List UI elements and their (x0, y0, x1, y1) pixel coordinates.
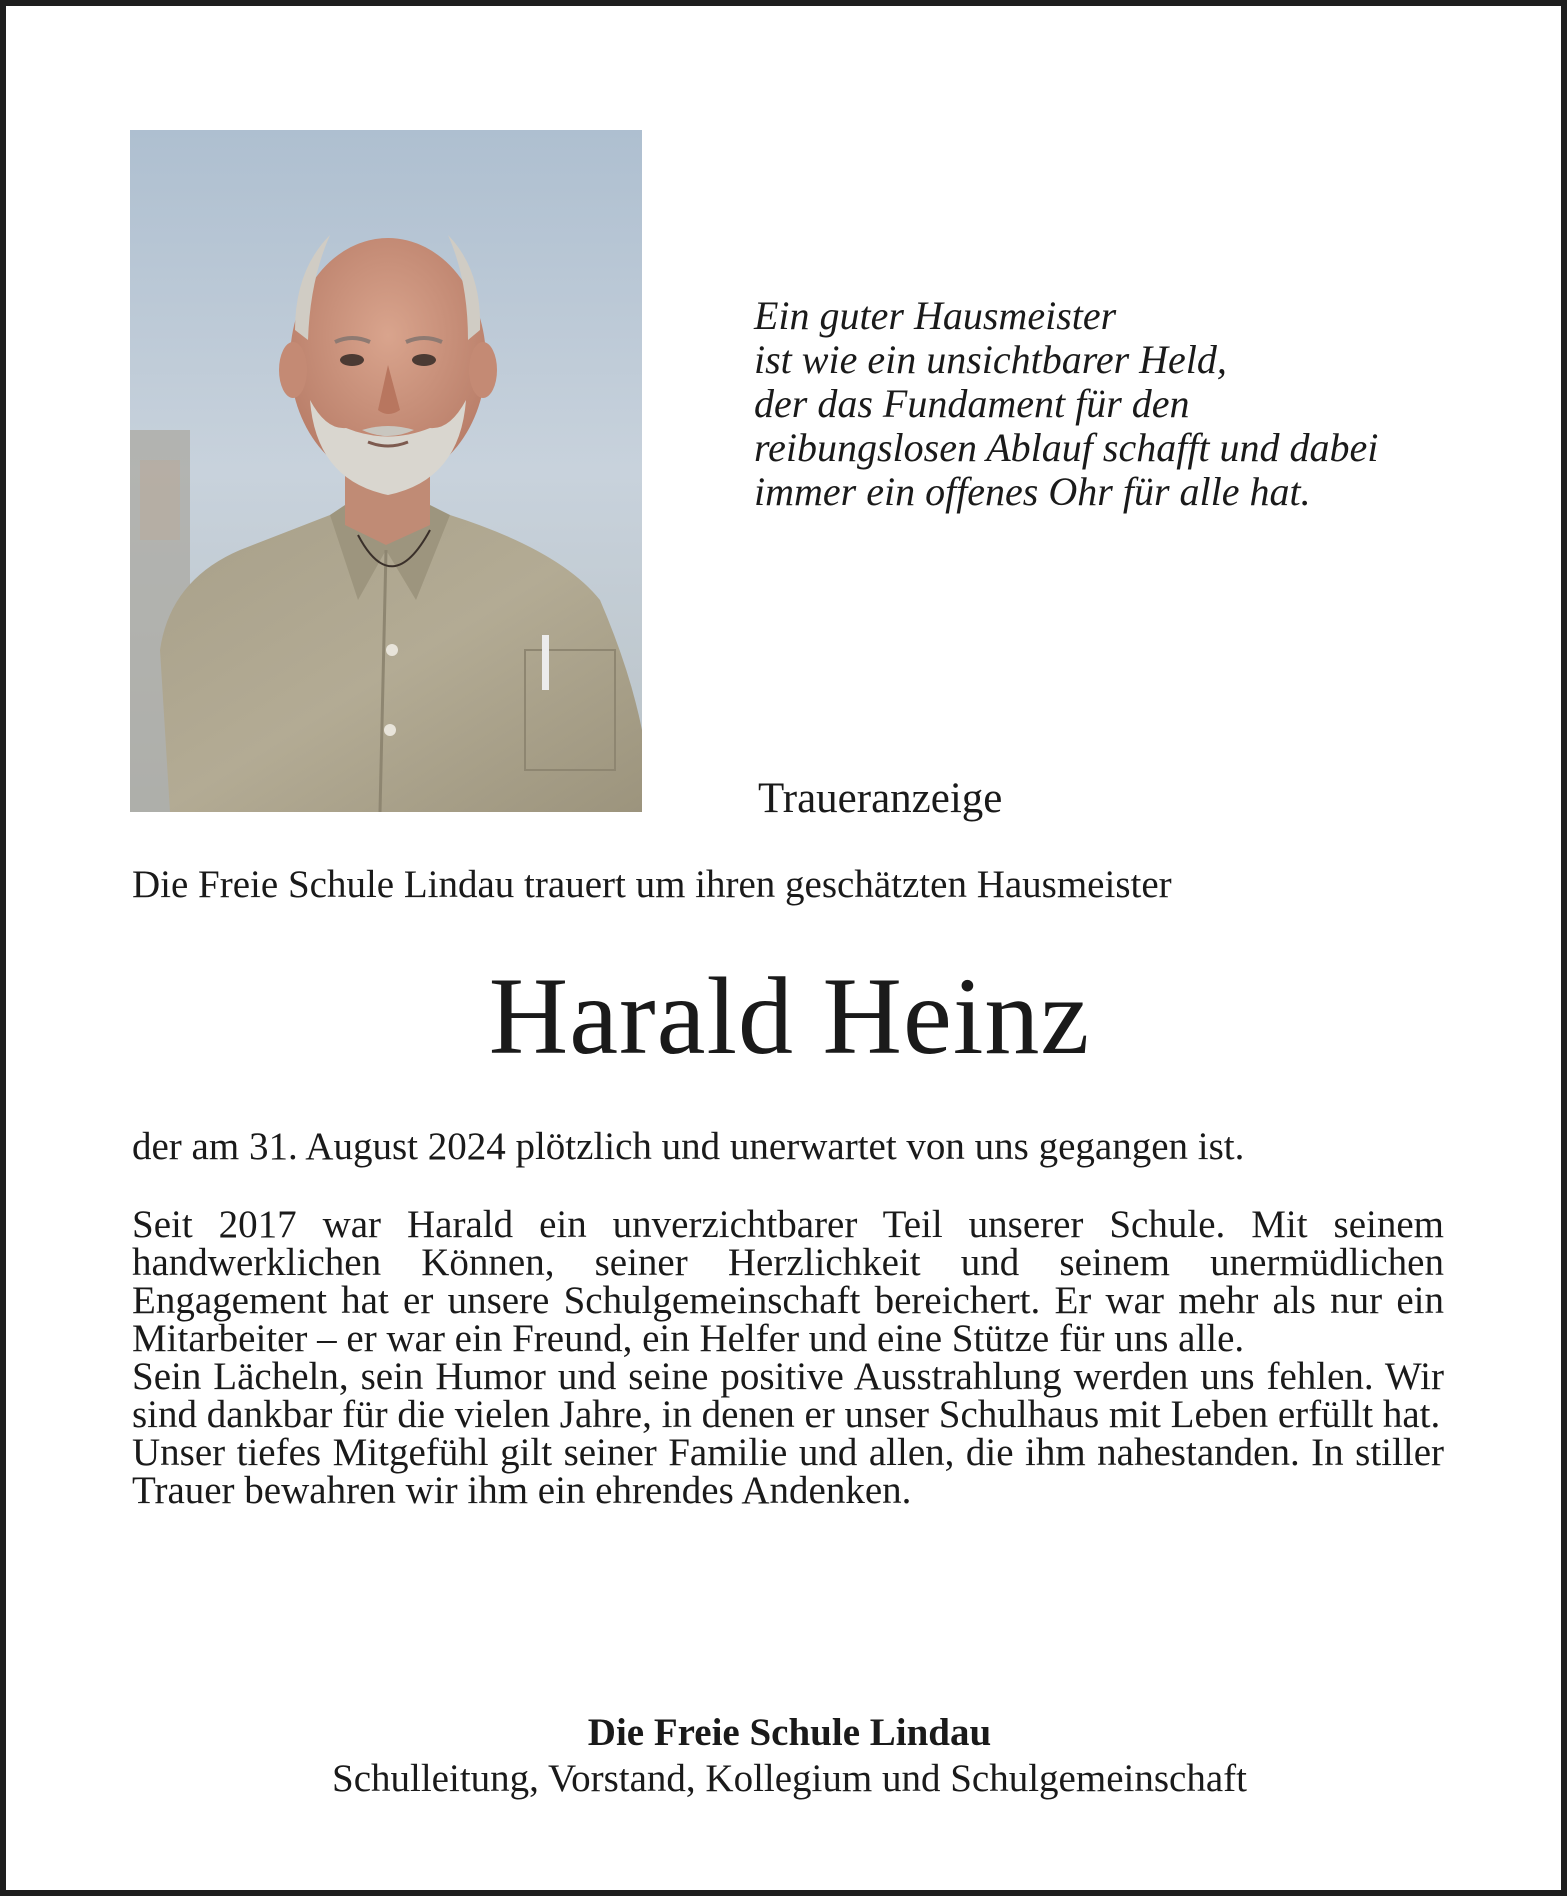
quote (754, 294, 1474, 514)
quote-line: ist wie ein unsichtbarer Held, (754, 337, 1227, 382)
signature-members: Schulleitung, Vorstand, Kollegium und Schulgemeinschaft (332, 1757, 1247, 1800)
quote-line: Ein guter Hausmeister (754, 293, 1117, 338)
tribute-paragraph: Seit 2017 war Harald ein unverzichtbarer Teil unserer Schule. Mit seinem handwerklichen Können, seiner Herzlichkeit und seinem unermüdlichen Engagement hat er unsere Schulgemeinschaft bereichert. Er war mehr als nur ein Mitarbeiter – er war ein Freund, ein Helfer und eine Stütze für uns alle. (132, 1203, 1444, 1360)
tribute-paragraph: Unser tiefes Mitgefühl gilt seiner Familie und allen, die ihm nahestanden. In stiller Trauer bewahren wir ihm ein ehrendes Andenken. (132, 1431, 1444, 1512)
tribute-paragraph: Sein Lächeln, sein Humor und seine positive Ausstrahlung werden uns fehlen. Wir sind dankbar für die vielen Jahre, in denen er unser Schulhaus mit Leben erfüllt hat. (132, 1355, 1444, 1436)
quote-line: immer ein offenes Ohr für alle hat. (754, 469, 1311, 514)
portrait-photo (130, 130, 642, 812)
intro-line: Die Freie Schule Lindau trauert um ihren geschätzten Hausmeister (132, 863, 1172, 906)
date-line: der am 31. August 2024 plötzlich und unerwartet von uns gegangen ist. (132, 1125, 1245, 1168)
tribute-text (132, 1203, 1444, 1512)
notice-label: Traueranzeige (758, 775, 1003, 822)
quote-line: reibungslosen Ablauf schafft und dabei (754, 425, 1379, 470)
deceased-name: Harald Heinz (488, 955, 1091, 1077)
portrait-icon (130, 130, 642, 812)
quote-line: der das Fundament für den (754, 381, 1190, 426)
signature (6, 1710, 1567, 1802)
signature-org: Die Freie Schule Lindau (587, 1711, 992, 1754)
